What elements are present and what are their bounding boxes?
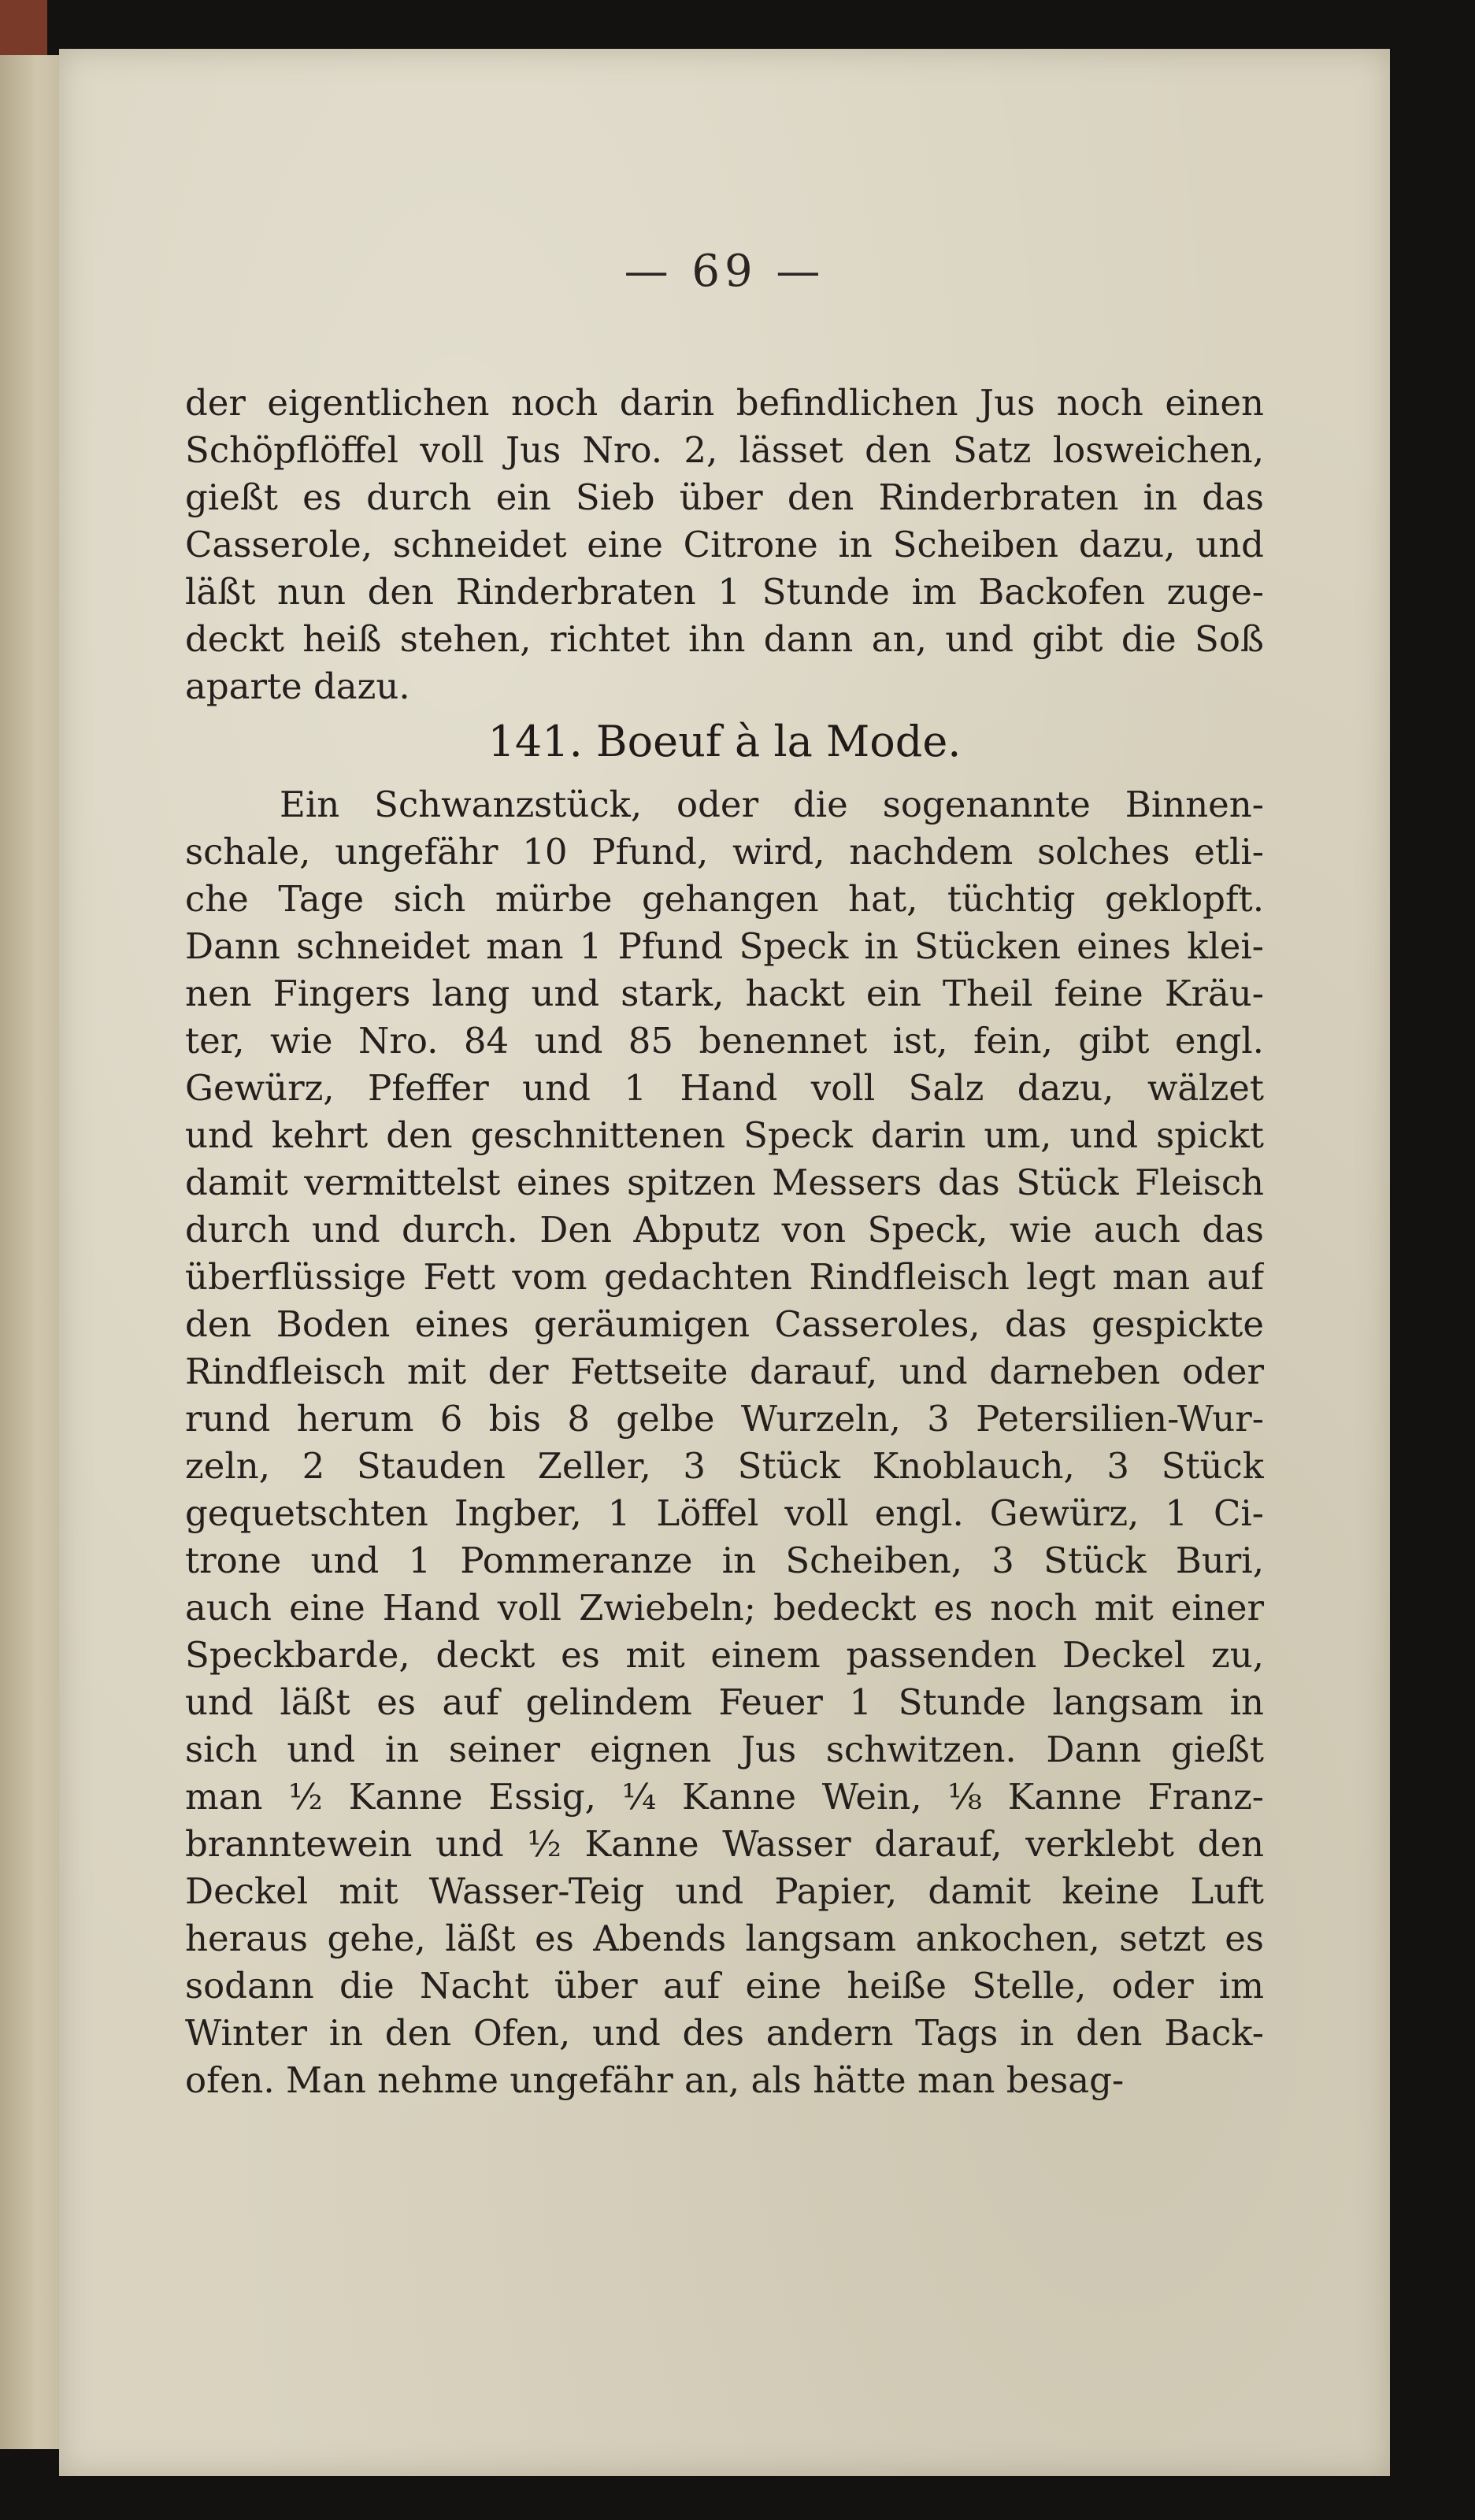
text-line: deckt heiß stehen, richtet ihn dann an, und gibt die Soß — [185, 618, 1264, 660]
text-line: Ein Schwanzstück, oder die sogenannte Binnen- — [280, 784, 1264, 825]
text-line: rund herum 6 bis 8 gelbe Wurzeln, 3 Petersilien-Wur- — [185, 1398, 1264, 1440]
text-line: zeln, 2 Stauden Zeller, 3 Stück Knoblauch, 3 Stück — [185, 1445, 1264, 1487]
text-line: gießt es durch ein Sieb über den Rinderbraten in das — [185, 476, 1264, 518]
text-line: Dann schneidet man 1 Pfund Speck in Stücken eines klei- — [185, 925, 1264, 967]
text-line: sodann die Nacht über auf eine heiße Stelle, oder im — [185, 1965, 1264, 2007]
text-line: aparte dazu. — [185, 665, 410, 707]
text-line: Rindfleisch mit der Fettseite darauf, und darneben oder — [185, 1351, 1264, 1392]
text-line: heraus gehe, läßt es Abends langsam ankochen, setzt es — [185, 1918, 1264, 1959]
text-line: und kehrt den geschnittenen Speck darin um, und spickt — [185, 1114, 1264, 1156]
text-line: gequetschten Ingber, 1 Löffel voll engl. Gewürz, 1 Ci- — [185, 1492, 1264, 1534]
text-line: schale, ungefähr 10 Pfund, wird, nachdem solches etli- — [185, 831, 1264, 873]
text-line: Schöpflöffel voll Jus Nro. 2, lässet den Satz losweichen, — [185, 429, 1264, 471]
text-line: Casserole, schneidet eine Citrone in Scheiben dazu, und — [185, 524, 1264, 565]
text-line: läßt nun den Rinderbraten 1 Stunde im Backofen zuge- — [185, 571, 1264, 613]
text-line: nen Fingers lang und stark, hackt ein Theil feine Kräu- — [185, 973, 1264, 1014]
text-line: und läßt es auf gelindem Feuer 1 Stunde langsam in — [185, 1681, 1264, 1723]
continuation-text — [185, 380, 1264, 710]
text-line: Gewürz, Pfeffer und 1 Hand voll Salz dazu, wälzet — [185, 1067, 1264, 1109]
text-line: damit vermittelst eines spitzen Messers das Stück Fleisch — [185, 1162, 1264, 1203]
text-line: Speckbarde, deckt es mit einem passenden Deckel zu, — [185, 1634, 1264, 1676]
text-line: man ½ Kanne Essig, ¼ Kanne Wein, ⅛ Kanne Franz- — [185, 1776, 1264, 1818]
recipe-heading: 141. Boeuf à la Mode. — [487, 717, 962, 766]
text-line: durch und durch. Den Abputz von Speck, wie auch das — [185, 1209, 1264, 1251]
text-line: trone und 1 Pommeranze in Scheiben, 3 Stück Buri, — [185, 1540, 1264, 1581]
text-line: branntewein und ½ Kanne Wasser darauf, verklebt den — [185, 1823, 1264, 1865]
text-line: überflüssige Fett vom gedachten Rindfleisch legt man auf — [185, 1256, 1264, 1298]
recipe-text — [185, 781, 1264, 2104]
text-line: der eigentlichen noch darin befindlichen Jus noch einen — [185, 382, 1264, 424]
text-line: sich und in seiner eignen Jus schwitzen. Dann gießt — [185, 1729, 1264, 1770]
text-line: Deckel mit Wasser-Teig und Papier, damit keine Luft — [185, 1870, 1264, 1912]
page-number: — 69 — — [624, 246, 825, 297]
text-line: den Boden eines geräumigen Casseroles, das gespickte — [185, 1303, 1264, 1345]
text-line: auch eine Hand voll Zwiebeln; bedeckt es noch mit einer — [185, 1587, 1264, 1629]
book-edge — [0, 0, 47, 63]
text-line: ofen. Man nehme ungefähr an, als hätte man besag- — [185, 2059, 1125, 2101]
text-line: ter, wie Nro. 84 und 85 benennet ist, fein, gibt engl. — [185, 1020, 1264, 1062]
text-line: Winter in den Ofen, und des andern Tags in den Back- — [185, 2012, 1264, 2054]
book-page — [59, 49, 1390, 2476]
text-line: che Tage sich mürbe gehangen hat, tüchtig geklopft. — [185, 878, 1264, 920]
